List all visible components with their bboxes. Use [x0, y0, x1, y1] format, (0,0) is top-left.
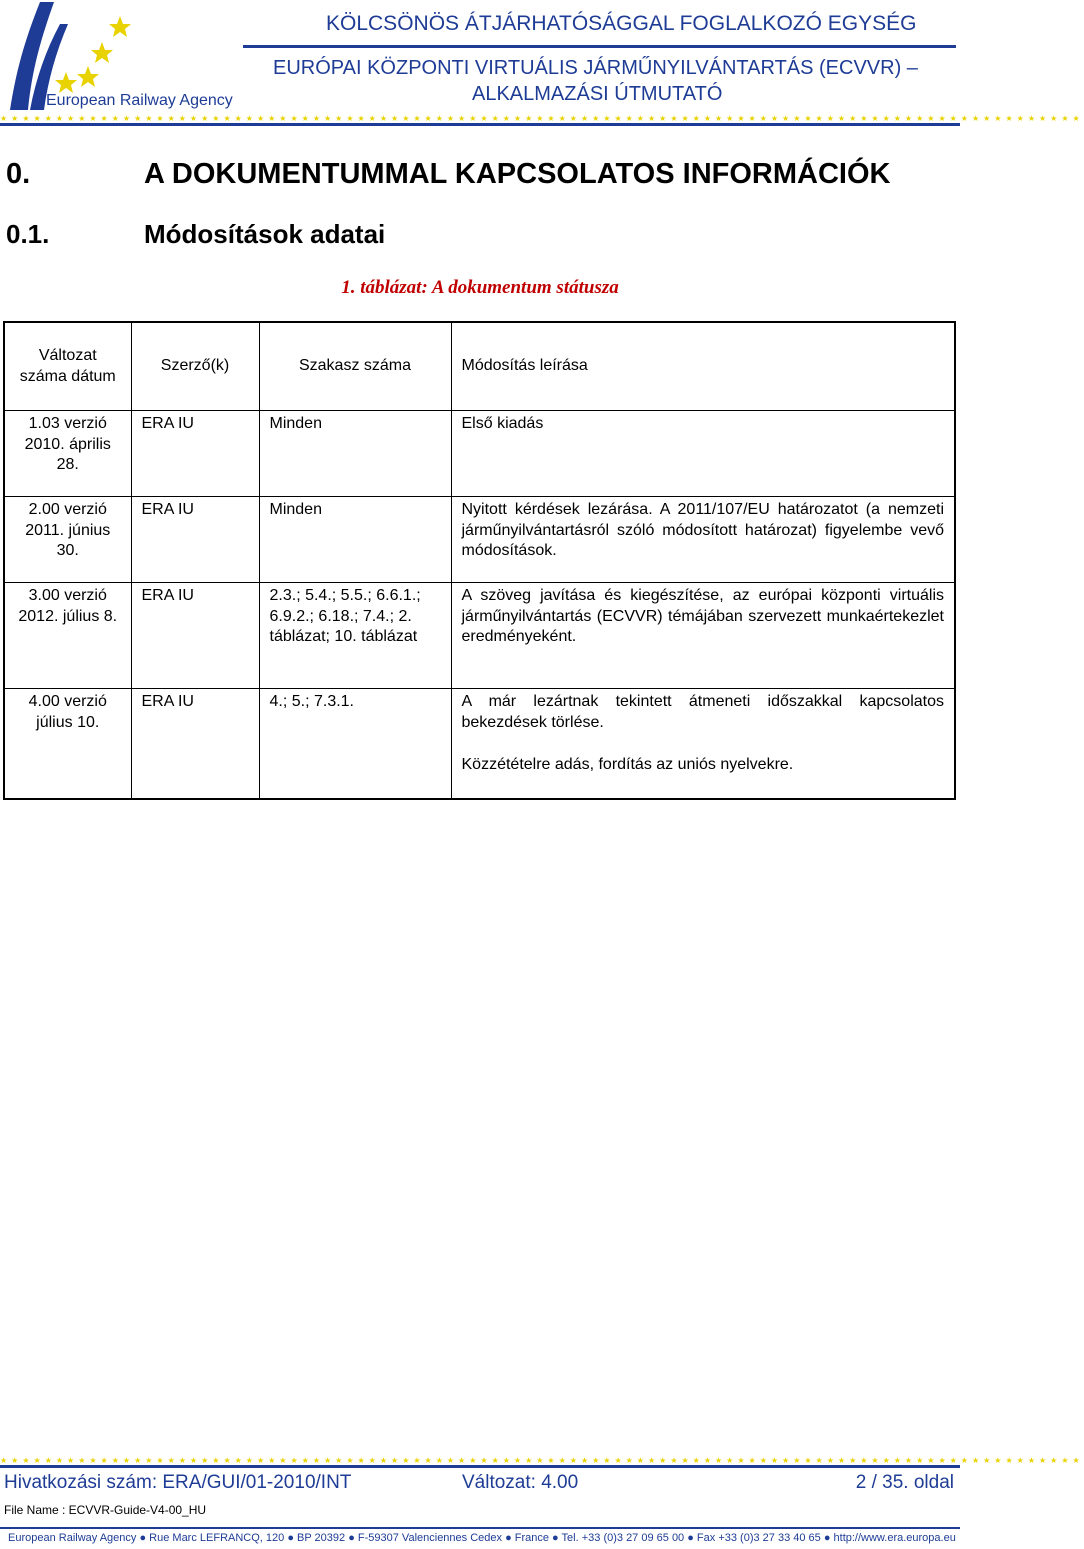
header-version: Változat száma dátum	[4, 322, 131, 411]
cell-description: Nyitott kérdések lezárása. A 2011/107/EU határozatot (a nemzeti járműnyilvántartásról szóló módosított határozat) figyelembe vevő módosítások.	[451, 497, 955, 583]
table-row	[4, 689, 955, 799]
cell-section: Minden	[259, 497, 451, 583]
cell-author: ERA IU	[131, 497, 259, 583]
footer-file-name: File Name : ECVVR-Guide-V4-00_HU	[4, 1503, 207, 1517]
unit-name: KÖLCSÖNÖS ÁTJÁRHATÓSÁGGAL FOGLALKOZÓ EGYSÉG	[326, 12, 917, 35]
doc-title-line2: ALKALMAZÁSI ÚTMUTATÓ	[472, 83, 723, 105]
footer-star-rule: ★★★★★★★★★★★★★★★★★★★★★★★★★★★★★★★★★★★★★★★★★★★★★★★★★★★★★★★★★★★★★★★★★★★★★★★★★★★★★★★★★★★★★★★★★★★★★★★★★	[0, 1460, 960, 1468]
cell-version: 4.00 verzió július 10.	[4, 689, 131, 799]
doc-title-line1: EURÓPAI KÖZPONTI VIRTUÁLIS JÁRMŰNYILVÁNTARTÁS (ECVVR) –	[273, 57, 918, 79]
header-section: Szakasz száma	[259, 322, 451, 411]
footer-divider	[0, 1527, 960, 1529]
cell-version: 2.00 verzió 2011. június 30.	[4, 497, 131, 583]
footer-reference: Hivatkozási szám: ERA/GUI/01-2010/INT	[4, 1472, 352, 1493]
footer-version: Változat: 4.00	[462, 1472, 579, 1493]
header-star-rule: ★★★★★★★★★★★★★★★★★★★★★★★★★★★★★★★★★★★★★★★★★★★★★★★★★★★★★★★★★★★★★★★★★★★★★★★★★★★★★★★★★★★★★★★★★★★★★★★★★	[0, 118, 960, 126]
section-number: 0.	[6, 158, 31, 190]
cell-author: ERA IU	[131, 411, 259, 497]
cell-description	[451, 689, 955, 799]
description-text: A már lezártnak tekintett átmeneti időszakkal kapcsolatos bekezdések törlése.	[461, 693, 944, 731]
header-divider	[243, 45, 956, 48]
cell-version: 3.00 verzió 2012. július 8.	[4, 583, 131, 689]
table-caption: 1. táblázat: A dokumentum státusza	[341, 277, 619, 298]
header-author: Szerző(k)	[131, 322, 259, 411]
subsection-title: Módosítások adatai	[144, 219, 386, 249]
cell-version: 1.03 verzió 2010. április 28.	[4, 411, 131, 497]
header-description: Módosítás leírása	[451, 322, 955, 411]
cell-section: 4.; 5.; 7.3.1.	[259, 689, 451, 799]
footer-page-number: 2 / 35. oldal	[855, 1472, 954, 1493]
page-header	[0, 0, 1084, 130]
table-row	[4, 497, 955, 583]
subsection-number: 0.1.	[6, 219, 50, 249]
table-row	[4, 583, 955, 689]
era-logo	[2, 2, 242, 114]
section-title: A DOKUMENTUMMAL KAPCSOLATOS INFORMÁCIÓK	[144, 158, 891, 190]
cell-description: Első kiadás	[451, 411, 955, 497]
description-note: Közzétételre adás, fordítás az uniós nyelvekre.	[461, 756, 794, 773]
document-status-table	[3, 321, 956, 800]
footer-address: European Railway Agency ● Rue Marc LEFRANCQ, 120 ● BP 20392 ● F-59307 Valenciennes Cedex ● France ● Tel. +33 (0)3 27 09 65 00 ● Fax +33 (0)3 27 33 40 65 ● http://www.era.europa.eu	[8, 1532, 956, 1544]
cell-author: ERA IU	[131, 583, 259, 689]
table-header-row	[4, 322, 955, 411]
cell-section: 2.3.; 5.4.; 5.5.; 6.6.1.; 6.9.2.; 6.18.; 7.4.; 2. táblázat; 10. táblázat	[259, 583, 451, 689]
logo-text: European Railway Agency	[46, 92, 233, 109]
cell-section: Minden	[259, 411, 451, 497]
cell-author: ERA IU	[131, 689, 259, 799]
table-row	[4, 411, 955, 497]
cell-description: A szöveg javítása és kiegészítése, az európai központi virtuális járműnyilvántartás (ECVVR) témájában szervezett munkaértekezlet eredményeként.	[451, 583, 955, 689]
